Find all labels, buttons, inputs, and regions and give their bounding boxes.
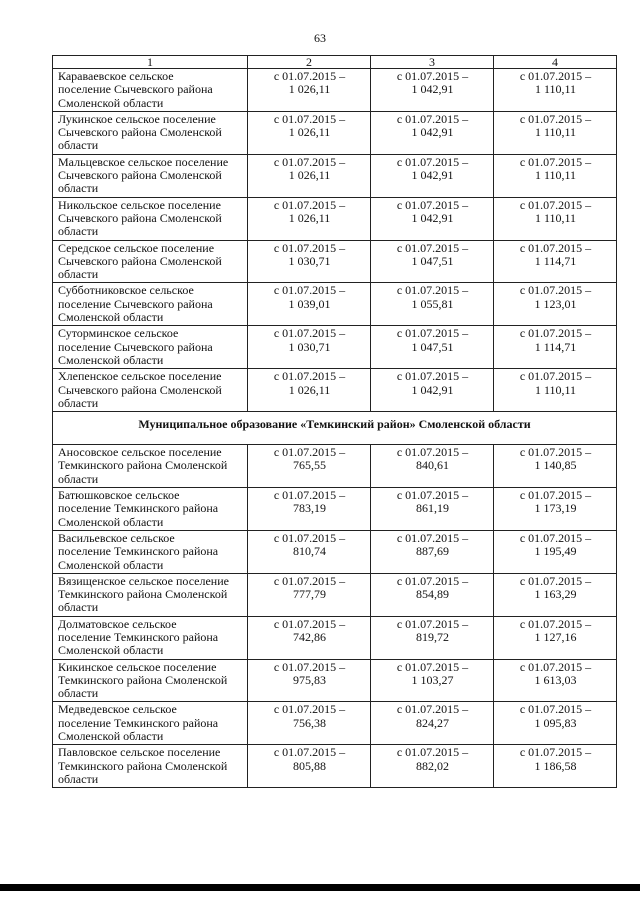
tariff-period: с 01.07.2015 –	[273, 154, 346, 169]
tariff-cell-c3	[371, 283, 494, 326]
tariff-cell-c4	[494, 240, 617, 283]
tariff-cell-c3	[371, 530, 494, 573]
tariff-period: с 01.07.2015 –	[273, 283, 346, 298]
settlement-name-line: Смоленской области	[58, 729, 164, 744]
tariff-value: 1 127,16	[534, 629, 577, 644]
settlement-name-line: Середское сельское поселение	[58, 240, 215, 255]
tariff-cell-c2	[248, 197, 371, 240]
tariff-period: с 01.07.2015 –	[396, 488, 469, 503]
settlement-name-line: Суторминское сельское	[58, 326, 179, 341]
tariff-cell-c3	[371, 69, 494, 112]
tariff-period: с 01.07.2015 –	[396, 326, 469, 341]
tariff-value: 975,83	[293, 672, 326, 687]
tariff-value: 1 114,71	[534, 339, 577, 354]
settlement-name-line: Смоленской области	[58, 643, 164, 658]
tariff-value: 1 140,85	[534, 458, 577, 473]
tariff-cell-c3	[371, 197, 494, 240]
settlement-name-line: области	[58, 686, 99, 701]
settlement-name-cell	[53, 197, 248, 240]
table-row	[53, 369, 617, 412]
tariff-period: с 01.07.2015 –	[273, 69, 346, 83]
tariff-value: 887,69	[416, 544, 449, 559]
tariff-table-body	[53, 56, 617, 788]
tariff-value: 1 613,03	[534, 672, 577, 687]
tariff-period: с 01.07.2015 –	[519, 445, 592, 460]
settlement-name-cell	[53, 616, 248, 659]
tariff-value: 1 186,58	[534, 758, 577, 773]
settlement-name-line: поселение Сычевского района	[58, 296, 213, 311]
table-row	[53, 197, 617, 240]
tariff-period: с 01.07.2015 –	[519, 616, 592, 631]
settlement-name-line: Смоленской области	[58, 514, 164, 529]
tariff-cell-c2	[248, 745, 371, 788]
tariff-period: с 01.07.2015 –	[519, 111, 592, 126]
tariff-cell-c3	[371, 445, 494, 488]
settlement-name-line: Лукинское сельское поселение	[58, 111, 216, 126]
settlement-name-line: области	[58, 138, 99, 153]
settlement-name-cell	[53, 69, 248, 112]
tariff-value: 765,55	[293, 458, 326, 473]
tariff-value: 1 114,71	[534, 253, 577, 268]
tariff-cell-c2	[248, 616, 371, 659]
tariff-cell-c2	[248, 445, 371, 488]
tariff-value: 1 110,11	[534, 382, 577, 397]
settlement-name-cell	[53, 283, 248, 326]
settlement-name-line: Субботниковское сельское	[58, 283, 194, 298]
tariff-period: с 01.07.2015 –	[273, 326, 346, 341]
settlement-name-line: поселение Сычевского района	[58, 82, 213, 97]
column-number-row	[53, 56, 617, 69]
settlement-name-line: Темкинского района Смоленской	[58, 672, 228, 687]
tariff-period: с 01.07.2015 –	[396, 283, 469, 298]
tariff-value: 1 042,91	[411, 125, 454, 140]
table-row	[53, 573, 617, 616]
tariff-period: с 01.07.2015 –	[273, 702, 346, 717]
tariff-cell-c4	[494, 154, 617, 197]
table-row	[53, 69, 617, 112]
tariff-period: с 01.07.2015 –	[519, 745, 592, 760]
tariff-period: с 01.07.2015 –	[519, 659, 592, 674]
tariff-value: 861,19	[416, 501, 449, 516]
table-row	[53, 530, 617, 573]
tariff-period: с 01.07.2015 –	[519, 69, 592, 83]
tariff-cell-c2	[248, 326, 371, 369]
tariff-cell-c3	[371, 616, 494, 659]
tariff-value: 1 055,81	[411, 296, 454, 311]
tariff-cell-c4	[494, 197, 617, 240]
settlement-name-line: Васильевское сельское	[58, 530, 175, 545]
settlement-name-cell	[53, 240, 248, 283]
tariff-period: с 01.07.2015 –	[273, 530, 346, 545]
tariff-cell-c2	[248, 154, 371, 197]
tariff-cell-c4	[494, 616, 617, 659]
tariff-cell-c3	[371, 659, 494, 702]
tariff-cell-c3	[371, 111, 494, 154]
tariff-value: 810,74	[293, 544, 326, 559]
settlement-name-line: Темкинского района Смоленской	[58, 587, 228, 602]
tariff-value: 1 026,11	[288, 210, 331, 225]
column-number-3: 3	[371, 56, 494, 69]
tariff-cell-c3	[371, 240, 494, 283]
settlement-name-line: поселение Темкинского района	[58, 501, 219, 516]
tariff-value: 1 110,11	[534, 210, 577, 225]
tariff-period: с 01.07.2015 –	[519, 154, 592, 169]
tariff-value: 824,27	[416, 715, 449, 730]
tariff-value: 1 042,91	[411, 210, 454, 225]
tariff-cell-c3	[371, 488, 494, 531]
tariff-period: с 01.07.2015 –	[519, 326, 592, 341]
settlement-name-cell	[53, 111, 248, 154]
tariff-cell-c4	[494, 111, 617, 154]
table-row	[53, 326, 617, 369]
settlement-name-line: Смоленской области	[58, 95, 164, 110]
tariff-period: с 01.07.2015 –	[273, 616, 346, 631]
tariff-period: с 01.07.2015 –	[519, 283, 592, 298]
tariff-cell-c3	[371, 326, 494, 369]
settlement-name-line: Хлепенское сельское поселение	[58, 369, 222, 384]
settlement-name-line: поселение Темкинского района	[58, 544, 219, 559]
tariff-period: с 01.07.2015 –	[519, 488, 592, 503]
table-row	[53, 283, 617, 326]
tariff-period: с 01.07.2015 –	[396, 745, 469, 760]
settlement-name-line: Батюшковское сельское	[58, 488, 180, 503]
tariff-cell-c4	[494, 445, 617, 488]
tariff-cell-c4	[494, 573, 617, 616]
tariff-cell-c2	[248, 573, 371, 616]
tariff-period: с 01.07.2015 –	[396, 445, 469, 460]
column-number-4: 4	[494, 56, 617, 69]
tariff-period: с 01.07.2015 –	[519, 369, 592, 384]
table-row	[53, 659, 617, 702]
table-row	[53, 488, 617, 531]
tariff-value: 805,88	[293, 758, 326, 773]
table-row	[53, 616, 617, 659]
tariff-cell-c4	[494, 702, 617, 745]
tariff-cell-c2	[248, 69, 371, 112]
settlement-name-cell	[53, 745, 248, 788]
settlement-name-line: Сычевского района Смоленской	[58, 168, 222, 183]
tariff-period: с 01.07.2015 –	[273, 111, 346, 126]
settlement-name-line: области	[58, 224, 99, 239]
tariff-value: 819,72	[416, 629, 449, 644]
settlement-name-cell	[53, 530, 248, 573]
tariff-value: 1 110,11	[534, 168, 577, 183]
tariff-value: 1 163,29	[534, 587, 577, 602]
tariff-cell-c3	[371, 745, 494, 788]
settlement-name-line: области	[58, 267, 99, 282]
settlement-name-line: Павловское сельское поселение	[58, 745, 221, 760]
tariff-period: с 01.07.2015 –	[273, 488, 346, 503]
tariff-period: с 01.07.2015 –	[519, 702, 592, 717]
tariff-value: 1 039,01	[288, 296, 331, 311]
tariff-cell-c3	[371, 702, 494, 745]
tariff-cell-c3	[371, 573, 494, 616]
tariff-cell-c4	[494, 369, 617, 412]
column-number-1: 1	[53, 56, 248, 69]
settlement-name-line: Смоленской области	[58, 310, 164, 325]
settlement-name-line: Медведевское сельское	[58, 702, 177, 717]
settlement-name-line: области	[58, 771, 99, 786]
settlement-name-line: Сычевского района Смоленской	[58, 125, 222, 140]
tariff-value: 1 042,91	[411, 168, 454, 183]
table-row	[53, 702, 617, 745]
tariff-period: с 01.07.2015 –	[519, 240, 592, 255]
column-number-2: 2	[248, 56, 371, 69]
tariff-value: 840,61	[416, 458, 449, 473]
tariff-value: 1 026,11	[288, 125, 331, 140]
settlement-name-line: Темкинского района Смоленской	[58, 758, 228, 773]
tariff-cell-c2	[248, 488, 371, 531]
tariff-period: с 01.07.2015 –	[396, 154, 469, 169]
tariff-value: 783,19	[293, 501, 326, 516]
page-number: 63	[314, 31, 326, 45]
tariff-value: 1 042,91	[411, 82, 454, 97]
tariff-value: 1 047,51	[411, 253, 454, 268]
tariff-cell-c4	[494, 326, 617, 369]
settlement-name-cell	[53, 154, 248, 197]
settlement-name-cell	[53, 369, 248, 412]
tariff-period: с 01.07.2015 –	[396, 530, 469, 545]
tariff-period: с 01.07.2015 –	[396, 197, 469, 212]
tariff-period: с 01.07.2015 –	[273, 445, 346, 460]
tariff-value: 882,02	[416, 758, 449, 773]
settlement-name-line: Кикинское сельское поселение	[58, 659, 217, 674]
settlement-name-cell	[53, 702, 248, 745]
tariff-value: 1 030,71	[288, 253, 331, 268]
tariff-cell-c4	[494, 283, 617, 326]
settlement-name-line: Мальцевское сельское поселение	[58, 154, 229, 169]
tariff-value: 1 103,27	[411, 672, 454, 687]
tariff-period: с 01.07.2015 –	[519, 197, 592, 212]
tariff-cell-c4	[494, 69, 617, 112]
bottom-border-bar	[0, 884, 640, 891]
section-header-row	[53, 412, 617, 445]
tariff-value: 1 026,11	[288, 168, 331, 183]
settlement-name-line: области	[58, 471, 99, 486]
tariff-value: 854,89	[416, 587, 449, 602]
tariff-value: 1 030,71	[288, 339, 331, 354]
tariff-cell-c2	[248, 659, 371, 702]
tariff-value: 756,38	[293, 715, 326, 730]
settlement-name-line: поселение Темкинского района	[58, 715, 219, 730]
tariff-value: 1 123,01	[534, 296, 577, 311]
tariff-period: с 01.07.2015 –	[273, 573, 346, 588]
tariff-value: 1 047,51	[411, 339, 454, 354]
tariff-value: 1 110,11	[534, 82, 577, 97]
settlement-name-line: Смоленской области	[58, 352, 164, 367]
tariff-value: 1 173,19	[534, 501, 577, 516]
tariff-period: с 01.07.2015 –	[519, 573, 592, 588]
settlement-name-cell	[53, 573, 248, 616]
tariff-period: с 01.07.2015 –	[396, 573, 469, 588]
tariff-cell-c2	[248, 283, 371, 326]
settlement-name-line: поселение Темкинского района	[58, 629, 219, 644]
tariff-table	[52, 55, 617, 788]
tariff-period: с 01.07.2015 –	[273, 659, 346, 674]
tariff-period: с 01.07.2015 –	[396, 616, 469, 631]
tariff-cell-c3	[371, 369, 494, 412]
settlement-name-line: Сычевского района Смоленской	[58, 253, 222, 268]
settlement-name-cell	[53, 445, 248, 488]
tariff-period: с 01.07.2015 –	[273, 197, 346, 212]
settlement-name-line: Аносовское сельское поселение	[58, 445, 222, 460]
tariff-cell-c3	[371, 154, 494, 197]
settlement-name-line: поселение Сычевского района	[58, 339, 213, 354]
tariff-cell-c2	[248, 702, 371, 745]
tariff-period: с 01.07.2015 –	[396, 702, 469, 717]
tariff-period: с 01.07.2015 –	[396, 369, 469, 384]
tariff-cell-c2	[248, 240, 371, 283]
settlement-name-line: Долматовское сельское	[58, 616, 177, 631]
tariff-value: 1 195,49	[534, 544, 577, 559]
settlement-name-line: области	[58, 600, 99, 615]
section-title: Муниципальное образование «Темкинский район» Смоленской области	[53, 412, 617, 445]
settlement-name-cell	[53, 326, 248, 369]
tariff-value: 1 110,11	[534, 125, 577, 140]
tariff-period: с 01.07.2015 –	[519, 530, 592, 545]
tariff-cell-c4	[494, 488, 617, 531]
settlement-name-line: области	[58, 395, 99, 410]
tariff-value: 777,79	[293, 587, 326, 602]
settlement-name-line: области	[58, 181, 99, 196]
settlement-name-line: Караваевское сельское	[58, 69, 174, 83]
tariff-value: 1 026,11	[288, 382, 331, 397]
tariff-value: 1 042,91	[411, 382, 454, 397]
tariff-cell-c4	[494, 745, 617, 788]
tariff-cell-c2	[248, 530, 371, 573]
tariff-value: 1 026,11	[288, 82, 331, 97]
tariff-period: с 01.07.2015 –	[273, 369, 346, 384]
tariff-value: 742,86	[293, 629, 326, 644]
tariff-cell-c4	[494, 530, 617, 573]
settlement-name-line: Сычевского района Смоленской	[58, 210, 222, 225]
tariff-period: с 01.07.2015 –	[273, 240, 346, 255]
settlement-name-cell	[53, 488, 248, 531]
tariff-cell-c2	[248, 111, 371, 154]
tariff-value: 1 095,83	[534, 715, 577, 730]
settlement-name-line: Смоленской области	[58, 557, 164, 572]
settlement-name-line: Вязищенское сельское поселение	[58, 573, 229, 588]
table-row	[53, 240, 617, 283]
table-row	[53, 445, 617, 488]
tariff-period: с 01.07.2015 –	[396, 69, 469, 83]
tariff-cell-c2	[248, 369, 371, 412]
table-row	[53, 111, 617, 154]
settlement-name-line: Никольское сельское поселение	[58, 197, 221, 212]
tariff-cell-c4	[494, 659, 617, 702]
settlement-name-cell	[53, 659, 248, 702]
tariff-period: с 01.07.2015 –	[396, 240, 469, 255]
table-row	[53, 154, 617, 197]
settlement-name-line: Сычевского района Смоленской	[58, 382, 222, 397]
tariff-period: с 01.07.2015 –	[273, 745, 346, 760]
settlement-name-line: Темкинского района Смоленской	[58, 458, 228, 473]
tariff-period: с 01.07.2015 –	[396, 111, 469, 126]
tariff-period: с 01.07.2015 –	[396, 659, 469, 674]
table-row	[53, 745, 617, 788]
